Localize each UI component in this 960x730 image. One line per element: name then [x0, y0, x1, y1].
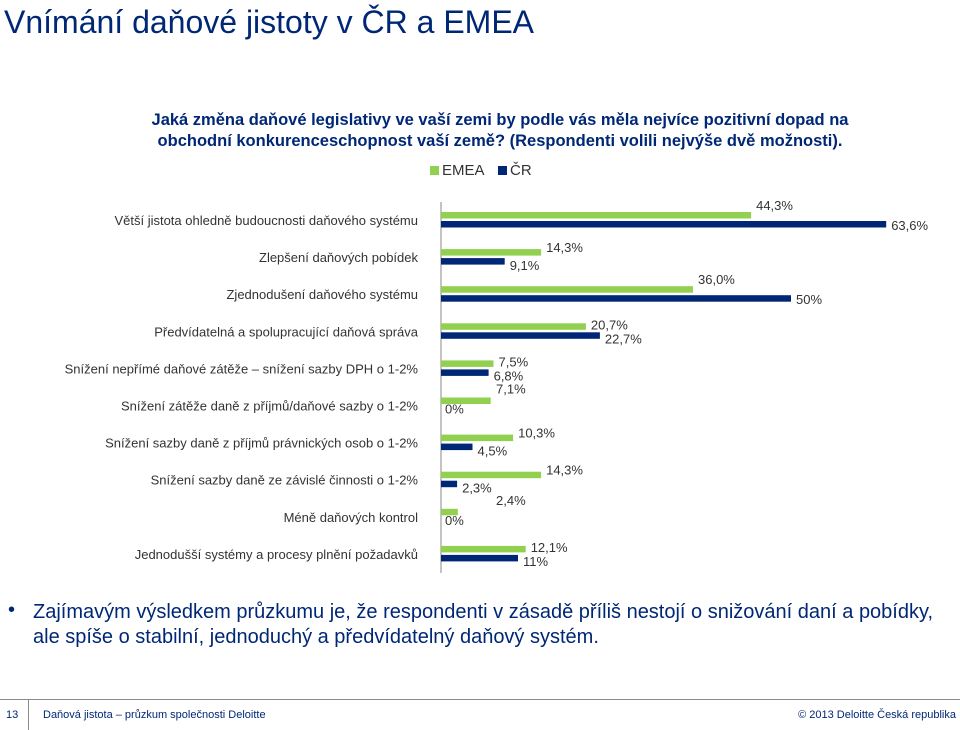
- category-label: Snížení zátěže daně z příjmů/daňové sazby o 1-2%: [120, 398, 418, 414]
- category-label: Větší jistota ohledně budoucnosti daňového systému: [114, 213, 418, 228]
- bar-emea: [441, 435, 513, 442]
- copyright: © 2013 Deloitte Česká republika: [798, 709, 956, 721]
- data-label-cr: 0%: [445, 401, 464, 417]
- bullet-icon: •: [8, 599, 16, 621]
- bar-cr: [441, 369, 489, 376]
- bar-cr: [441, 481, 457, 488]
- category-label: Zjednodušení daňového systému: [226, 287, 418, 303]
- bar-emea: [441, 286, 693, 293]
- data-label-emea: 7,1%: [496, 381, 526, 397]
- data-label-cr: 4,5%: [477, 443, 508, 459]
- category-label: Snížení nepřímé daňové zátěže – snížení sazby DPH o 1-2%: [64, 361, 418, 377]
- bar-emea: [441, 323, 586, 330]
- conclusion-text: Zajímavým výsledkem průzkumu je, že respondenti v zásadě příliš nestojí o snižování daní a pobídky, ale spíše o stabilní, jednoduchý a předvídatelný daňový systém.: [33, 601, 934, 648]
- data-label-cr: 2,3%: [462, 480, 492, 496]
- bar-cr: [441, 221, 886, 228]
- category-label: Předvídatelná a spolupracující daňová správa: [154, 324, 418, 340]
- footer-divider: [0, 699, 960, 700]
- page-number: 13: [6, 709, 19, 721]
- conclusion-bullet: [8, 600, 948, 650]
- bar-emea: [441, 212, 751, 219]
- bar-emea: [441, 472, 541, 479]
- data-label-emea: 2,4%: [496, 492, 526, 508]
- bar-cr: [441, 295, 791, 302]
- data-label-cr: 63,6%: [891, 218, 929, 233]
- data-label-emea: 7,5%: [498, 354, 529, 370]
- data-label-cr: 0%: [445, 512, 464, 528]
- legend-label-cr: ČR: [510, 162, 532, 179]
- bar-cr: [441, 258, 505, 265]
- data-label-cr: 22,7%: [604, 331, 642, 347]
- data-label-cr: 9,1%: [509, 258, 540, 274]
- data-label-emea: 14,3%: [546, 240, 583, 256]
- category-label: Jednodušší systémy a procesy plnění požadavků: [134, 546, 418, 562]
- data-label-emea: 12,1%: [530, 539, 568, 555]
- data-label-emea: 44,3%: [756, 198, 793, 213]
- bar-emea: [441, 360, 494, 367]
- category-label: Zlepšení daňových pobídek: [259, 250, 418, 266]
- bar-emea: [441, 249, 541, 256]
- survey-question-line-2: obchodní konkurenceschopnost vaší země? (Respondenti volili nejvýše dvě možnosti).: [157, 132, 843, 150]
- footer-separator: [28, 699, 29, 730]
- category-label: Snížení sazby daně z příjmů právnických osob o 1-2%: [105, 435, 418, 451]
- legend-label-emea: EMEA: [442, 162, 485, 179]
- data-label-emea: 14,3%: [546, 462, 583, 478]
- bar-cr: [441, 332, 600, 339]
- category-label: Snížení sazby daně ze závislé činnosti o 1-2%: [150, 472, 418, 488]
- legend-swatch-emea: [430, 166, 439, 175]
- data-label-cr: 6,8%: [493, 368, 524, 384]
- legend-swatch-cr: [498, 166, 507, 175]
- category-label: Méně daňových kontrol: [283, 509, 418, 525]
- document-name: Daňová jistota – průzkum společnosti Deloitte: [43, 709, 266, 721]
- data-label-emea: 10,3%: [518, 425, 555, 441]
- bar-emea: [441, 546, 526, 553]
- data-label-emea: 20,7%: [590, 317, 628, 333]
- data-label-cr: 50%: [796, 292, 823, 308]
- bar-cr: [441, 555, 518, 562]
- data-label-emea: 36,0%: [698, 272, 735, 288]
- survey-question-line-1: Jaká změna daňové legislativy ve vaší zemi by podle vás měla nejvíce pozitivní dopad na: [151, 111, 849, 129]
- page-title: Vnímání daňové jistoty v ČR a EMEA: [4, 4, 534, 40]
- bar-cr: [441, 444, 473, 451]
- data-label-cr: 11%: [523, 553, 549, 569]
